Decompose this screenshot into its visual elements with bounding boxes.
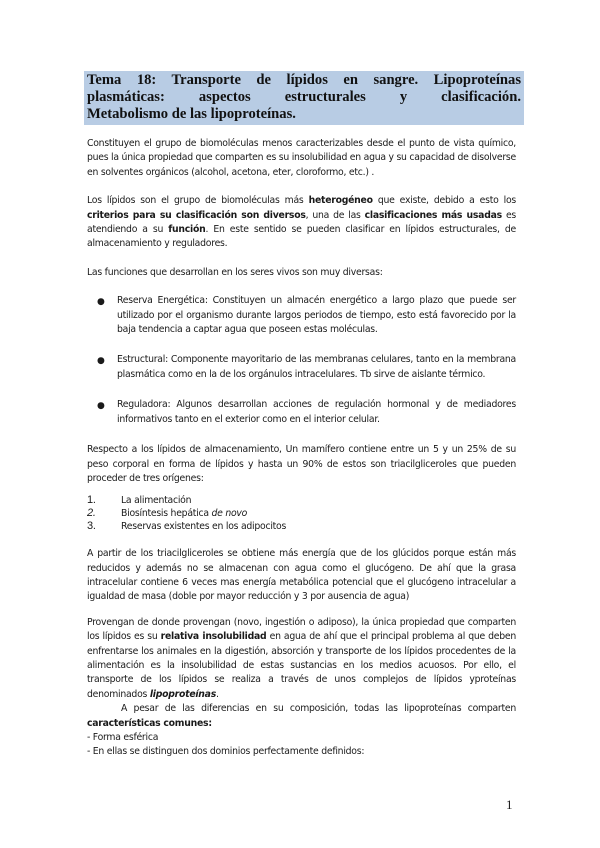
title-line-3: Metabolismo de las lipoproteínas. — [87, 106, 296, 122]
text-run: Provengan de donde provengan (novo, ingestión o adiposo), la única propiedad que comparten los lípidos es su — [87, 616, 516, 643]
text-run: , una de las — [305, 209, 365, 221]
text-run: en agua de ahí que el principal problema al que deben enfrentarse los animales en la digestión, absorción y transporte de los lípidos procedentes de la alimentación es la insolubilidad de estas sustancias en los medios acuosos. Por ello, el transporte de los lípidos se realiza a través de unos complejos de lípidos yproteínas denominados — [87, 631, 516, 700]
list-item-text: La alimentación — [121, 495, 192, 507]
list-number: 3. — [87, 519, 96, 532]
title-line-2: plasmáticas: aspectos estructurales y clasificación. — [87, 89, 521, 105]
list-number: 2. — [87, 506, 96, 519]
bold-run: clasificaciones más usadas — [364, 209, 502, 221]
text-run: . — [215, 688, 219, 700]
list-item — [87, 398, 516, 427]
list-item-text: Reguladora: Algunos desarrollan acciones de regulación hormonal y de mediadores informativos tanto en el exterior como en el interior celular. — [117, 399, 516, 425]
list-number: 1. — [87, 494, 96, 507]
functions-intro: Las funciones que desarrollan en los seres vivos son muy diversas: — [87, 266, 383, 278]
list-item — [87, 495, 516, 508]
list-item-text: Reserva Energética: Constituyen un almacén energético a largo plazo que puede ser utilizado por el organismo durante largos periodos de tiempo, esto está favorecido por la baja tendencia a captar agua que poseen estas moléculas. — [117, 295, 516, 336]
origins-list — [87, 495, 516, 533]
list-item — [87, 353, 516, 382]
list-item — [87, 508, 516, 521]
title-line-1: Tema 18: Transporte de lípidos en sangre. Lipoproteínas — [87, 72, 521, 88]
list-item-text: Estructural: Componente mayoritario de las membranas celulares, tanto en la membrana plasmática como en la de los orgánulos intracelulares. Tb sirve de aislante térmico. — [117, 354, 516, 380]
intro-paragraph: Constituyen el grupo de biomoléculas menos caracterizables desde el punto de vista químico, pues la única propiedad que comparten es su insolubilidad en agua y su capacidad de disolverse en solventes orgánicos (alcohol, acetona, eter, cloroformo, etc.) . — [87, 138, 516, 178]
transport-paragraph — [87, 616, 516, 702]
storage-paragraph: Respecto a los lípidos de almacenamiento, Un mamífero contiene entre un 5 y un 25% de su peso corporal en forma de lípidos y hasta un 90% de estos son triacilgliceroles que pueden proceder de tres orígenes: — [87, 444, 516, 484]
list-item — [87, 521, 516, 534]
bold-run: criterios para su clasificación son diversos — [87, 209, 306, 221]
text-run: . En este sentido se pueden clasificar en lípidos estructurales, de almacenamiento y reguladores. — [87, 224, 516, 250]
list-item — [87, 294, 516, 337]
bold-run: heterogéneo — [308, 195, 373, 207]
bullet-icon: ● — [97, 356, 105, 367]
document-title — [84, 71, 524, 125]
text-run: es atendiendo a su — [87, 209, 517, 236]
bold-run: características comunes — [87, 717, 209, 729]
bullet-icon: ● — [97, 297, 105, 308]
text-run: que existe, debido a esto los — [372, 195, 516, 207]
italic-run: de novo — [211, 507, 248, 519]
dash-item: - Forma esférica — [87, 731, 159, 743]
list-item-text: Biosíntesis hepática — [121, 507, 212, 519]
common-paragraph — [87, 702, 516, 731]
classification-paragraph — [87, 194, 516, 252]
energy-paragraph: A partir de los triacilgliceroles se obtiene más energía que de los glúcidos porque están más reducidos y además no se almacenan con agua como el glucógeno. De ahí que la grasa intracelular contiene 6 veces mas energía metabólica potencial que el glucógeno intracelular a igualdad de masa (doble por mayor reducción y 3 por ausencia de agua) — [87, 548, 516, 603]
dash-item: - En ellas se distinguen dos dominios perfectamente definidos: — [87, 746, 365, 758]
list-item-text: Reservas existentes en los adipocitos — [121, 520, 287, 532]
bold-run: relativa insolubilidad — [160, 631, 267, 643]
bold-run: : — [208, 717, 212, 729]
document-body — [87, 137, 516, 760]
bold-run: función — [168, 224, 206, 236]
bold-italic-run: lipoproteínas — [149, 688, 216, 700]
page-number: 1 — [506, 797, 513, 812]
text-run: A pesar de las diferencias en su composición, todas las lipoproteínas comparten — [121, 703, 516, 715]
bullet-icon: ● — [97, 401, 105, 412]
text-run: Los lípidos son el grupo de biomoléculas más — [87, 195, 309, 207]
functions-list — [87, 294, 516, 427]
